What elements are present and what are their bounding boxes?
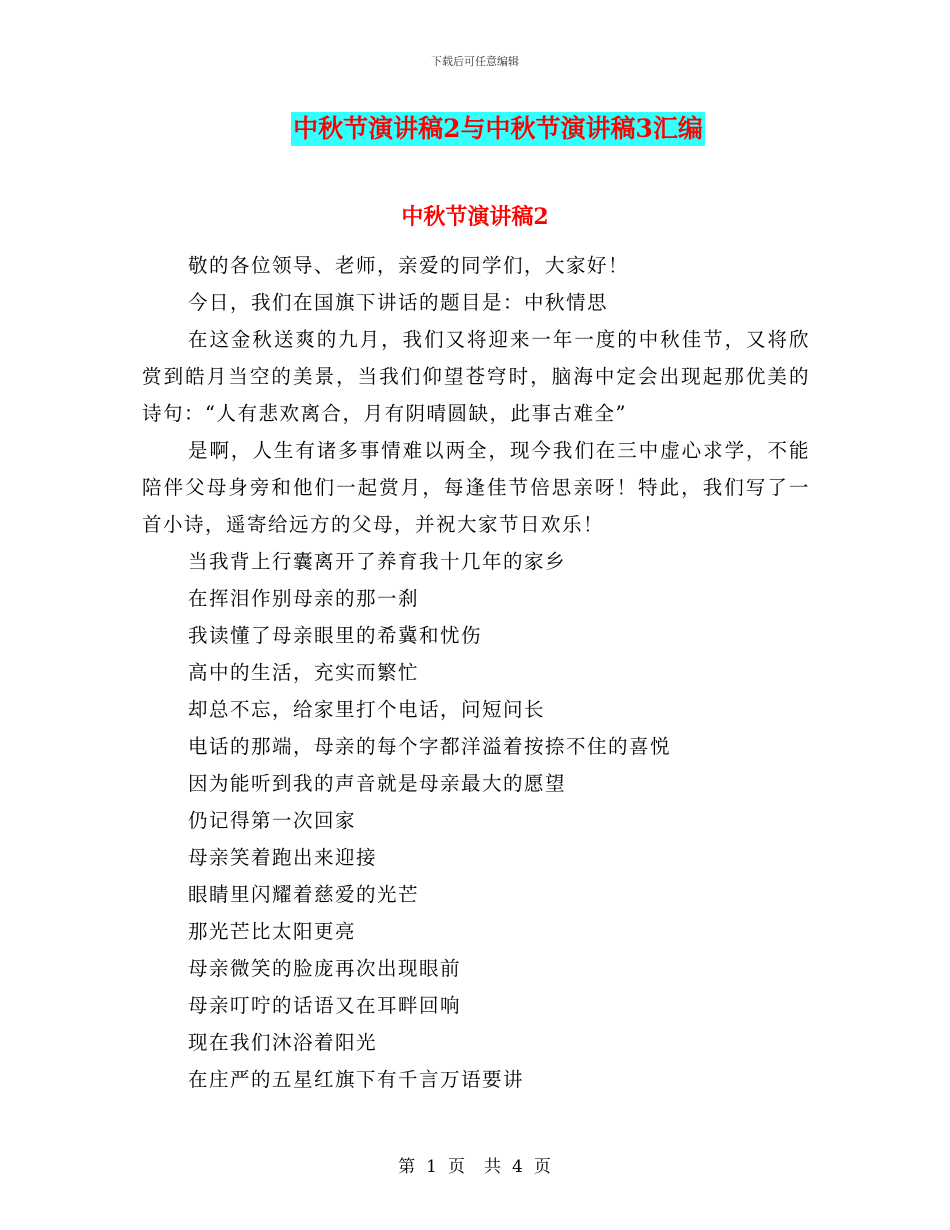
poem-line: 我读懂了母亲眼里的希冀和忧伤 — [188, 624, 483, 647]
page-label-prefix: 第 — [398, 1157, 417, 1177]
page-number: 1 — [426, 1157, 438, 1177]
paragraph: 是啊，人生有诸多事情难以两全，现今我们在三中虚心求学，不能陪伴父母身旁和他们一起赏月，每逢佳节倍思亲呀！特此，我们写了一首小诗，遥寄给远方的父母，并祝大家节日欢乐！ — [142, 439, 810, 536]
document-body — [142, 247, 810, 1098]
page-label-mid: 页 共 — [448, 1157, 502, 1177]
poem-line: 却总不忘，给家里打个电话，问短问长 — [188, 698, 546, 721]
paragraph: 在这金秋送爽的九月，我们又将迎来一年一度的中秋佳节，又将欣赏到皓月当空的美景，当我们仰望苍穹时，脑海中定会出现起那优美的诗句：“人有悲欢离合，月有阴晴圆缺，此事古难全” — [142, 328, 810, 425]
section-title: 中秋节演讲稿2 — [401, 204, 549, 230]
total-pages: 4 — [512, 1157, 524, 1177]
poem-line: 母亲笑着跑出来迎接 — [188, 846, 378, 869]
poem-line: 电话的那端，母亲的每个字都洋溢着按捺不住的喜悦 — [188, 735, 672, 758]
page-footer — [0, 1152, 950, 1177]
poem-line: 母亲微笑的脸庞再次出现眼前 — [188, 957, 462, 980]
paragraph: 今日，我们在国旗下讲话的题目是：中秋情思 — [188, 291, 609, 314]
poem-line: 在挥泪作别母亲的那一刹 — [188, 587, 420, 610]
paragraph: 敬的各位领导、老师，亲爱的同学们，大家好！ — [188, 254, 630, 277]
poem-line: 在庄严的五星红旗下有千言万语要讲 — [188, 1068, 525, 1091]
poem-line: 当我背上行囊离开了养育我十几年的家乡 — [188, 550, 567, 573]
poem-line: 因为能听到我的声音就是母亲最大的愿望 — [188, 772, 567, 795]
poem-line: 现在我们沐浴着阳光 — [188, 1031, 378, 1054]
poem-line: 高中的生活，充实而繁忙 — [188, 661, 420, 684]
poem-line: 眼睛里闪耀着慈爱的光芒 — [188, 883, 420, 906]
main-title-container — [0, 112, 950, 146]
poem-line: 母亲叮咛的话语又在耳畔回响 — [188, 994, 462, 1017]
poem-line: 那光芒比太阳更亮 — [188, 920, 357, 943]
header-note: 下载后可任意编辑 — [431, 55, 519, 68]
page-label-suffix: 页 — [533, 1157, 552, 1177]
main-title: 中秋节演讲稿2与中秋节演讲稿3汇编 — [291, 112, 705, 146]
poem-line: 仍记得第一次回家 — [188, 809, 357, 832]
